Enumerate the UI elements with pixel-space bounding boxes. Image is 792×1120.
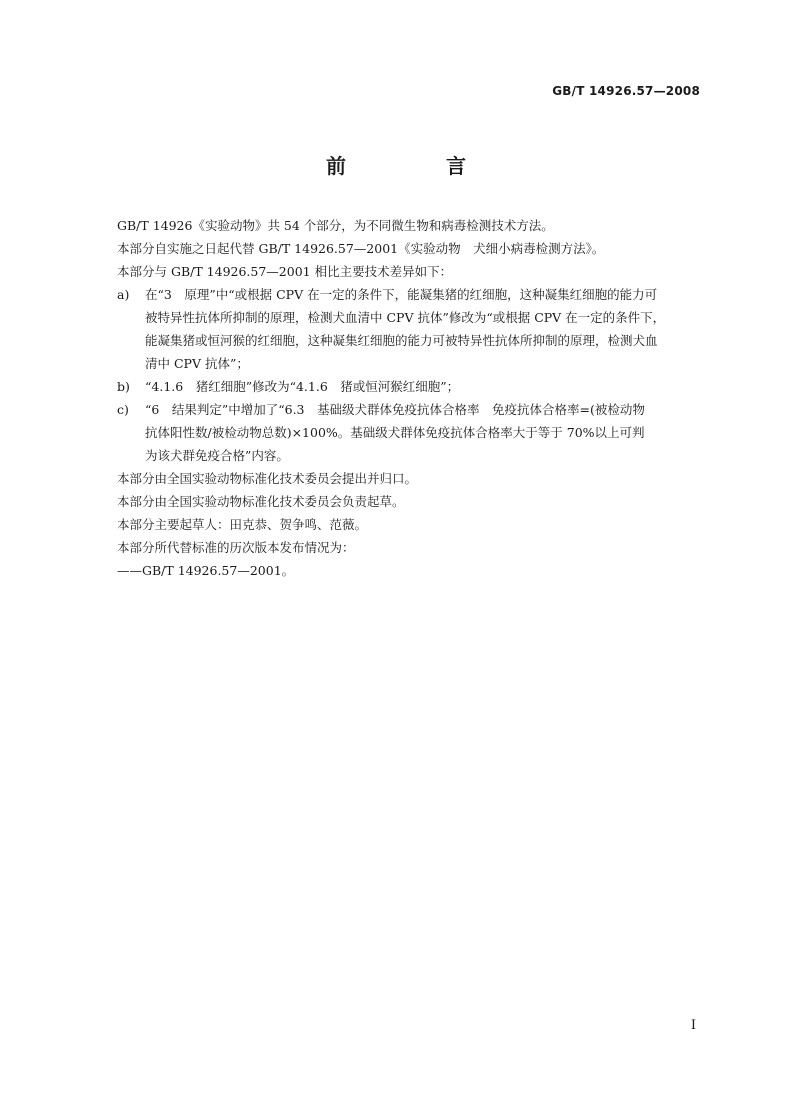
list-item-line: 抗体阳性数/被检动物总数)×100%。基础级犬群体免疫抗体合格率大于等于 70%以上可判 (145, 425, 645, 440)
paragraph-drafters: 本部分主要起草人：田克恭、贺争鸣、范薇。 (117, 517, 368, 532)
paragraph-drafted-by: 本部分由全国实验动物标准化技术委员会负责起草。 (117, 494, 405, 509)
list-item-a (117, 283, 702, 375)
list-item-line: “4.1.6 猪红细胞”修改为“4.1.6 猪或恒河猴红细胞”； (145, 379, 460, 394)
list-item-c (117, 398, 702, 467)
page-title: 前 言 (326, 154, 506, 178)
page-number: I (690, 1018, 696, 1033)
list-item-b (117, 375, 702, 398)
list-marker: c) (117, 402, 129, 417)
list-item-line: 清中 CPV 抗体”； (145, 356, 249, 371)
list-item-line: 被特异性抗体所抑制的原理，检测犬血清中 CPV 抗体”修改为“或根据 CPV 在一定的条件下， (145, 310, 666, 325)
paragraph-previous-editions: 本部分所代替标准的历次版本发布情况为： (117, 540, 355, 555)
paragraph-differences-intro: 本部分与 GB/T 14926.57—2001 相比主要技术差异如下： (117, 264, 453, 279)
paragraph-series-info: GB/T 14926《实验动物》共 54 个部分，为不同微生物和病毒检测技术方法。 (117, 218, 554, 233)
list-item-line: 能凝集猪或恒河猴的红细胞，这种凝集红细胞的能力可被特异性抗体所抑制的原理，检测犬血 (145, 333, 658, 348)
standard-code: GB/T 14926.57—2008 (552, 84, 700, 98)
paragraph-proposed-by: 本部分由全国实验动物标准化技术委员会提出并归口。 (117, 471, 418, 486)
list-marker: a) (117, 287, 130, 302)
list-item-line: 在“3 原理”中“或根据 CPV 在一定的条件下，能凝集猪的红细胞，这种凝集红细胞的能力可 (145, 287, 658, 302)
paragraph-replaces: 本部分自实施之日起代替 GB/T 14926.57—2001《实验动物 犬细小病毒检测方法》。 (117, 241, 605, 256)
list-marker: b) (117, 379, 130, 394)
list-item-line: 为该犬群免疫合格”内容。 (145, 448, 289, 463)
paragraph-previous-edition-entry: ——GB/T 14926.57—2001。 (117, 563, 295, 578)
list-item-line: “6 结果判定”中增加了“6.3 基础级犬群体免疫抗体合格率 免疫抗体合格率=(被检动物 (145, 402, 645, 417)
foreword-body (117, 214, 702, 582)
